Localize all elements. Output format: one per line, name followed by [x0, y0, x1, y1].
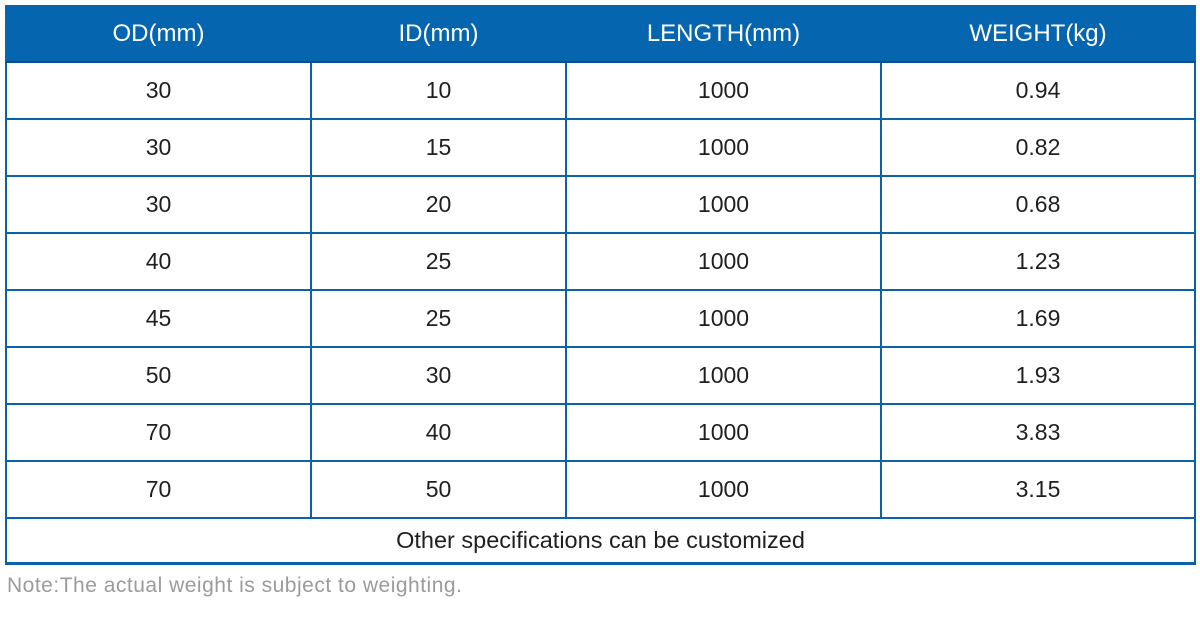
table-cell: 25 [311, 233, 566, 290]
column-header-id: ID(mm) [311, 6, 566, 62]
table-body [6, 62, 1195, 518]
table-cell: 30 [6, 176, 311, 233]
header-row [6, 6, 1195, 62]
table-cell: 3.83 [881, 404, 1195, 461]
table-cell: 25 [311, 290, 566, 347]
footer-note-cell: Other specifications can be customized [6, 518, 1195, 564]
table-cell: 3.15 [881, 461, 1195, 518]
footer-row [6, 518, 1195, 564]
note-text: Note:The actual weight is subject to weighting. [7, 574, 463, 597]
table-cell: 1000 [566, 290, 881, 347]
table-cell: 50 [6, 347, 311, 404]
table-row [6, 461, 1195, 518]
table-row [6, 233, 1195, 290]
table-cell: 0.68 [881, 176, 1195, 233]
table-row [6, 404, 1195, 461]
table-cell: 1000 [566, 62, 881, 119]
table-cell: 20 [311, 176, 566, 233]
table-cell: 1.69 [881, 290, 1195, 347]
column-header-length: LENGTH(mm) [566, 6, 881, 62]
column-header-weight: WEIGHT(kg) [881, 6, 1195, 62]
table-row [6, 119, 1195, 176]
table-row [6, 176, 1195, 233]
table-cell: 45 [6, 290, 311, 347]
table-row [6, 347, 1195, 404]
table-cell: 40 [6, 233, 311, 290]
table-row [6, 62, 1195, 119]
table-cell: 50 [311, 461, 566, 518]
table-cell: 15 [311, 119, 566, 176]
table-footer [6, 518, 1195, 564]
table-cell: 1000 [566, 176, 881, 233]
table-cell: 0.82 [881, 119, 1195, 176]
table-cell: 1000 [566, 119, 881, 176]
table-cell: 30 [6, 62, 311, 119]
table-cell: 0.94 [881, 62, 1195, 119]
table-cell: 10 [311, 62, 566, 119]
table-cell: 1000 [566, 233, 881, 290]
table-cell: 70 [6, 461, 311, 518]
table-cell: 1000 [566, 404, 881, 461]
table-header [6, 6, 1195, 62]
table-cell: 1000 [566, 461, 881, 518]
column-header-od: OD(mm) [6, 6, 311, 62]
spec-table [5, 5, 1196, 565]
table-cell: 1.23 [881, 233, 1195, 290]
table-cell: 1.93 [881, 347, 1195, 404]
table-cell: 70 [6, 404, 311, 461]
table-cell: 30 [311, 347, 566, 404]
table-cell: 40 [311, 404, 566, 461]
table-row [6, 290, 1195, 347]
table-cell: 30 [6, 119, 311, 176]
table-cell: 1000 [566, 347, 881, 404]
